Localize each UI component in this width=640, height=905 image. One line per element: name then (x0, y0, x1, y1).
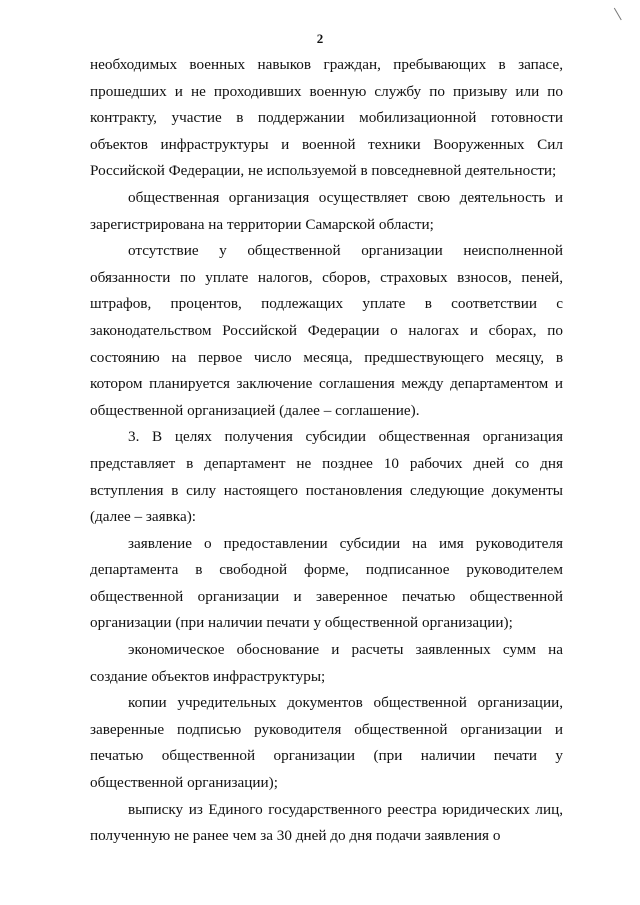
page-number: 2 (316, 31, 324, 46)
paragraph-registration: общественная организация осуществляет свою деятельность и зарегистрирована на территории Самарской области; (90, 188, 563, 233)
paragraph-no-tax-debt: отсутствие у общественной организации неисполненной обязанности по уплате налогов, сборов, страховых взносов, пеней, штрафов, процентов, подлежащих уплате в соответствии с законодательством Российской Федерации о налогах и сборах, по состоянию на первое число месяца, предшествующего месяцу, в котором планируется заключение соглашения между департаментом и общественной организацией (далее – соглашение). (90, 242, 563, 419)
paragraph-founding-documents: копии учредительных документов общественной организации, заверенные подписью руководителя общественной организации и печатью общественной организации (при наличии печати у общественной организации); (90, 694, 563, 792)
document-body (90, 52, 563, 850)
paragraph-economic-justification: экономическое обоснование и расчеты заявленных сумм на создание объектов инфраструктуры; (90, 641, 563, 685)
paragraph-continuation: необходимых военных навыков граждан, пребывающих в запасе, прошедших и не проходивших военную службу по призыву или по контракту, участие в поддержании мобилизационной готовности объектов инфраструктуры и военной техники Вооруженных Сил Российской Федерации, не используемой в повседневной деятельности; (90, 56, 563, 180)
paragraph-section-3: 3. В целях получения субсидии общественная организация представляет в департамент не позднее 10 рабочих дней со дня вступления в силу настоящего постановления следующие документы (далее – заявка): (90, 428, 563, 526)
paragraph-registry-extract: выписку из Единого государственного реестра юридических лиц, полученную не ранее чем за 30 дней до дня подачи заявления о (90, 800, 563, 845)
paragraph-application: заявление о предоставлении субсидии на имя руководителя департамента в свободной форме, подписанное руководителем общественной организации и заверенное печатью общественной организации (при наличии печати у общественной организации); (90, 534, 563, 632)
scan-artifact-mark (614, 6, 625, 21)
